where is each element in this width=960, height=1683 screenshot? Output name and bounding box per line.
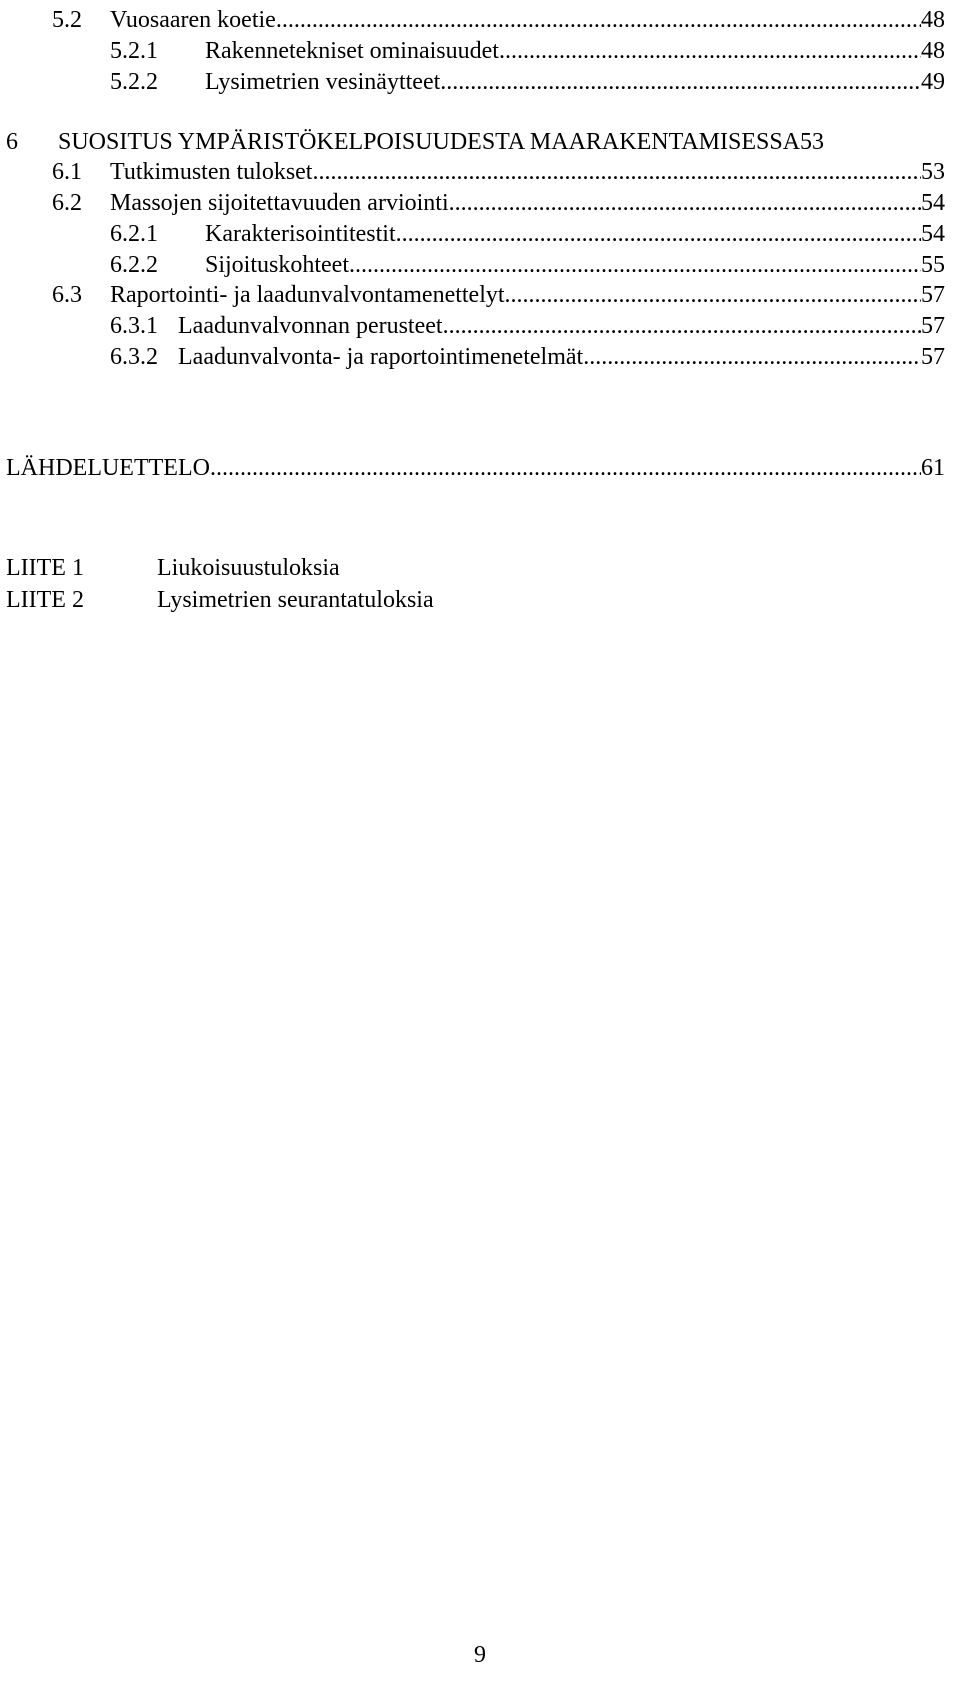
appendix-title[interactable]: Lysimetrien seurantatuloksia <box>157 587 434 613</box>
appendix-label: LIITE 1 <box>6 555 84 581</box>
toc-entry-number: 6.2.2 <box>110 252 158 278</box>
toc-entry-title: Laadunvalvonta- ja raportointimenetelmät <box>178 342 583 373</box>
toc-entry-title: Rakennetekniset ominaisuudet <box>205 36 499 67</box>
toc-entry-title: Laadunvalvonnan perusteet <box>178 311 443 342</box>
appendix-label: LIITE 2 <box>6 587 84 613</box>
toc-entry-page: 48 <box>921 36 945 67</box>
toc-entry-number: 5.2.1 <box>110 38 158 64</box>
toc-entry-title: Raportointi- ja laadunvalvontamenettelyt <box>110 280 505 311</box>
toc-entry-number: 5.2.2 <box>110 69 158 95</box>
toc-entry-link[interactable] <box>110 280 945 311</box>
toc-entry <box>0 188 945 219</box>
toc-entry <box>0 311 945 342</box>
toc-entry-number: 5.2 <box>52 7 82 33</box>
toc-dot-leader <box>583 342 921 373</box>
toc-entry-page: 55 <box>921 250 945 281</box>
toc-dot-leader <box>396 219 921 250</box>
toc-entry <box>0 127 945 158</box>
page-number: 9 <box>474 1642 486 1668</box>
toc-dot-leader <box>505 280 921 311</box>
toc-entry <box>0 250 945 281</box>
toc-entry <box>0 157 945 188</box>
toc-entry-title: Massojen sijoitettavuuden arviointi <box>110 188 449 219</box>
toc-entry <box>0 67 945 98</box>
toc-entry-link[interactable] <box>205 219 945 250</box>
toc-dot-leader <box>443 311 921 342</box>
toc-entry-link[interactable] <box>110 157 945 188</box>
toc-entry-page: 61 <box>921 453 945 484</box>
toc-entry-number: 6.1 <box>52 159 82 185</box>
toc-entry-link[interactable] <box>205 67 945 98</box>
toc-dot-leader <box>440 67 921 98</box>
toc-entry <box>0 36 945 67</box>
toc-entry-link[interactable] <box>205 36 945 67</box>
toc-entry <box>0 219 945 250</box>
toc-entry <box>0 280 945 311</box>
toc-entry-number: 6.3.1 <box>110 313 158 339</box>
toc-entry-title: Karakterisointitestit <box>205 219 396 250</box>
toc-dot-leader <box>312 157 921 188</box>
toc-entry-number: 6.2 <box>52 190 82 216</box>
toc-entry-number: 6.3.2 <box>110 344 158 370</box>
toc-entry-link[interactable] <box>110 5 945 36</box>
toc-entry-title: LÄHDELUETTELO <box>6 453 210 484</box>
toc-entry-title: SUOSITUS YMPÄRISTÖKELPOISUUDESTA MAARAKENTAMISESSA <box>58 127 800 158</box>
toc-entry-page: 48 <box>921 5 945 36</box>
toc-entry-page: 57 <box>921 280 945 311</box>
toc-dot-leader <box>210 453 921 484</box>
toc-entry <box>0 5 945 36</box>
toc-entry-page: 53 <box>921 157 945 188</box>
toc-entry-link[interactable] <box>6 453 945 484</box>
toc-entry-page: 54 <box>921 219 945 250</box>
appendix-title[interactable]: Liukoisuustuloksia <box>157 555 340 581</box>
toc-entry-link[interactable] <box>178 342 945 373</box>
toc-references-entry <box>0 453 945 484</box>
toc-dot-leader <box>499 36 921 67</box>
toc-entry-title: Lysimetrien vesinäytteet <box>205 67 440 98</box>
toc-entry-link[interactable] <box>205 250 945 281</box>
toc-dot-leader <box>449 188 921 219</box>
toc-entry <box>0 342 945 373</box>
toc-entry-link[interactable] <box>110 188 945 219</box>
toc-entry-link[interactable] <box>58 127 945 158</box>
toc-entry-title: Vuosaaren koetie <box>110 5 276 36</box>
toc-entry-number: 6.3 <box>52 282 82 308</box>
toc-entry-link[interactable] <box>178 311 945 342</box>
toc-entry-number: 6.2.1 <box>110 221 158 247</box>
toc-entry-title: Tutkimusten tulokset <box>110 157 312 188</box>
toc-entry-page: 49 <box>921 67 945 98</box>
toc-entry-page: 57 <box>921 342 945 373</box>
toc-dot-leader <box>276 5 921 36</box>
toc-entry-page: 53 <box>800 127 824 158</box>
toc-entry-title: Sijoituskohteet <box>205 250 349 281</box>
toc-entry-number: 6 <box>6 129 18 155</box>
toc-entry-page: 57 <box>921 311 945 342</box>
toc-entry-page: 54 <box>921 188 945 219</box>
toc-dot-leader <box>349 250 921 281</box>
